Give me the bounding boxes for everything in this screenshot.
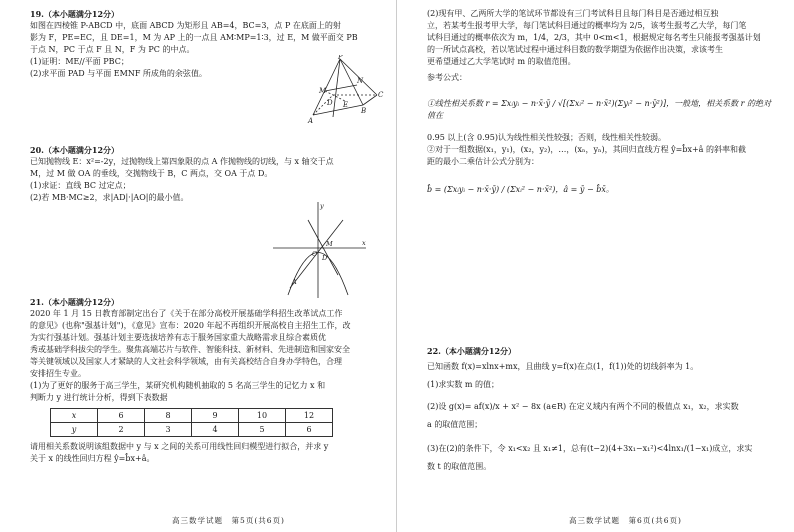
q21-line-6: 安排招生专业。: [30, 369, 86, 378]
q22-part-2-cont: a 的取值范围；: [427, 420, 483, 429]
q21-part-1-cont: 判断力 y 进行统计分析，得到下表数据: [30, 393, 168, 402]
label-D: D: [327, 99, 333, 107]
q22-line-1: 已知函数 f(x)=xlnx+mx，且曲线 y=f(x)在点(1，f(1))处的切线斜率为 1。: [427, 362, 699, 371]
question-22: [427, 345, 772, 473]
question-20-heading: 20.（本小题满分12分）: [30, 145, 120, 155]
label-C: C: [378, 91, 384, 99]
q22-part-1: (1)求实数 m 的值；: [427, 380, 500, 389]
table-cell: 5: [239, 423, 286, 437]
q19-line-1: 如图在四棱锥 P-ABCD 中，底面 ABCD 为矩形且 AB=4，BC=3，点 P 在底面上的射: [30, 21, 341, 30]
table-header-x: x: [51, 409, 98, 423]
q21-cont-5: 更希望通过乙大学笔试时 m 的取值范围。: [427, 57, 576, 66]
q21-cont-1: (2)现有甲、乙两所大学的笔试环节都设有三门考试科目且每门科目是否通过相互独: [427, 9, 719, 18]
q22-part-3: (3)在(2)的条件下，令 x₁<x₂ 且 x₁≠1，总有(t−2)(4+3x₁−x₁²)<4lnx₁/(1−x₁)成立，求实: [427, 444, 753, 453]
label-x: x: [362, 239, 366, 247]
label-y: y: [320, 202, 324, 210]
pyramid-figure: [305, 55, 385, 135]
q19-part-2: (2)求平面 PAD 与平面 EMNF 所成角的余弦值。: [30, 69, 207, 78]
q21-after-2: 关于 x 的线性回归方程 ŷ=b̂x+â。: [30, 454, 155, 463]
table-cell: 9: [192, 409, 239, 423]
q20-part-2: (2)若 MB·MC≥2，求|AD|·|AO|的最小值。: [30, 193, 189, 202]
data-table: [50, 408, 333, 437]
question-21-heading: 21.（本小题满分12分）: [30, 297, 120, 307]
label-A: A: [308, 117, 314, 125]
q21-line-2: 的意见》(也称"强基计划")，《意见》宣布：2020 年起不再组织开展高校自主招生工作，改: [30, 321, 351, 330]
label-M: M: [319, 87, 327, 95]
table-header-y: y: [51, 423, 98, 437]
table-cell: 4: [192, 423, 239, 437]
table-cell: 10: [239, 409, 286, 423]
label-N: N: [357, 77, 364, 85]
question-20: [30, 144, 370, 204]
table-cell: 3: [145, 423, 192, 437]
table-row: [51, 423, 333, 437]
right-footer: 高三数学试题 第6页(共6页): [569, 515, 682, 525]
parabola-figure: [268, 200, 368, 300]
table-cell: 6: [98, 409, 145, 423]
table-cell: 2: [98, 423, 145, 437]
q21-after-1: 请用相关系数说明该组数据中 y 与 x 之间的关系可用线性回归模型进行拟合，并求 y: [30, 442, 329, 451]
question-21-continued: [427, 8, 772, 196]
question-22-heading: 22.（本小题满分12分）: [427, 346, 517, 356]
q21-cont-2: 立，若某考生报考甲大学，每门笔试科目通过的概率均为 2/5，该考生报考乙大学，每门笔: [427, 21, 747, 30]
q22-part-2: (2)设 g(x)= af(x)/x + x² − 8x (a∈R) 在定义域内有两个不同的极值点 x₁，x₂，求实数: [427, 402, 739, 411]
formula-regression-intro-2: 距的最小二乘估计公式分别为：: [427, 157, 539, 166]
q20-line-1: 已知抛物线 E：x²=-2y，过抛物线上第四象限的点 A 作抛物线的切线，与 x 轴交于点: [30, 157, 334, 166]
question-19-heading: 19.（本小题满分12分）: [30, 9, 120, 19]
reference-formulas-heading: 参考公式：: [427, 73, 467, 82]
q19-part-1: (1)证明：ME//平面 PBC；: [30, 57, 129, 66]
label-O: O: [312, 250, 318, 258]
formula-correlation-note: 0.95 以上(含 0.95)认为线性相关性较强；否则，线性相关性较弱。: [427, 133, 666, 142]
q21-line-4: 秀或基础学科拔尖的学生。聚焦高端芯片与软件、智能科技、新材料、先进制造和国家安全: [30, 345, 350, 354]
right-page: [397, 0, 794, 532]
q19-line-2: 影为 F，PE=EC，且 DE=1，M 为 AP 上的一点且 AM∶MP=1∶3，过 E，M 做平面交 PB: [30, 33, 358, 42]
formula-regression: b̂ = (Σxᵢyᵢ − n·x̄·ȳ) / (Σxᵢ² − n·x̄²)，â = ȳ − b̂x̄。: [427, 185, 614, 194]
q22-part-3-cont: 数 t 的取值范围。: [427, 462, 492, 471]
label-B: B: [361, 107, 367, 115]
formula-regression-intro: ②对于一组数据(x₁，y₁)，(x₂，y₂)，…，(xₙ，yₙ)，其回归直线方程 ŷ=b̂x+â 的斜率和截: [427, 145, 746, 154]
table-row: [51, 409, 333, 423]
label-D: D: [322, 254, 328, 262]
q20-line-2: M，过 M 做 OA 的垂线，交抛物线于 B，C 两点，交 OA 于点 D。: [30, 169, 273, 178]
formula-correlation: ①线性相关系数 r = Σxᵢyᵢ − n·x̄·ȳ / √[(Σxᵢ² − n·x̄²)(Σyᵢ² − n·ȳ²)]，一般地，相关系数 r 的绝对值在: [427, 99, 772, 120]
label-P: P: [338, 55, 343, 61]
left-footer: 高三数学试题 第5页(共6页): [172, 515, 285, 525]
q21-line-5: 等关键领域以及国家人才紧缺的人文社会科学领域，由有关高校结合自身办学特色，合理: [30, 357, 342, 366]
perpendicular-line: [308, 220, 338, 275]
q21-cont-3: 试科目通过的概率依次为 m，1/4，2/3，其中 0<m<1，根据规定每名考生只能报考强基计划: [427, 33, 761, 42]
table-cell: 12: [286, 409, 333, 423]
table-cell: 8: [145, 409, 192, 423]
q21-cont-4: 的一所试点高校，若以笔试过程中通过科目数的数学期望为依据作出决策，求该考生: [427, 45, 723, 54]
question-21: [30, 296, 370, 465]
q21-part-1: (1)为了更好的服务于高三学生，某研究机构随机抽取的 5 名高三学生的记忆力 x 和: [30, 381, 326, 390]
label-A: A: [292, 278, 297, 286]
q21-line-1: 2020 年 1 月 15 日教育部制定出台了《关于在部分高校开展基础学科招生改革试点工作: [30, 309, 343, 318]
label-M: M: [326, 240, 333, 248]
table-cell: 6: [286, 423, 333, 437]
q21-line-3: 为实行强基计划。强基计划主要选拔培养有志于服务国家重大战略需求且综合素质优: [30, 333, 326, 342]
label-E: E: [343, 101, 349, 109]
q19-line-3: 于点 N，PC 于点 F 且 N，F 为 PC 的中点。: [30, 45, 195, 54]
q20-part-1: (1)求证：直线 BC 过定点；: [30, 181, 131, 190]
